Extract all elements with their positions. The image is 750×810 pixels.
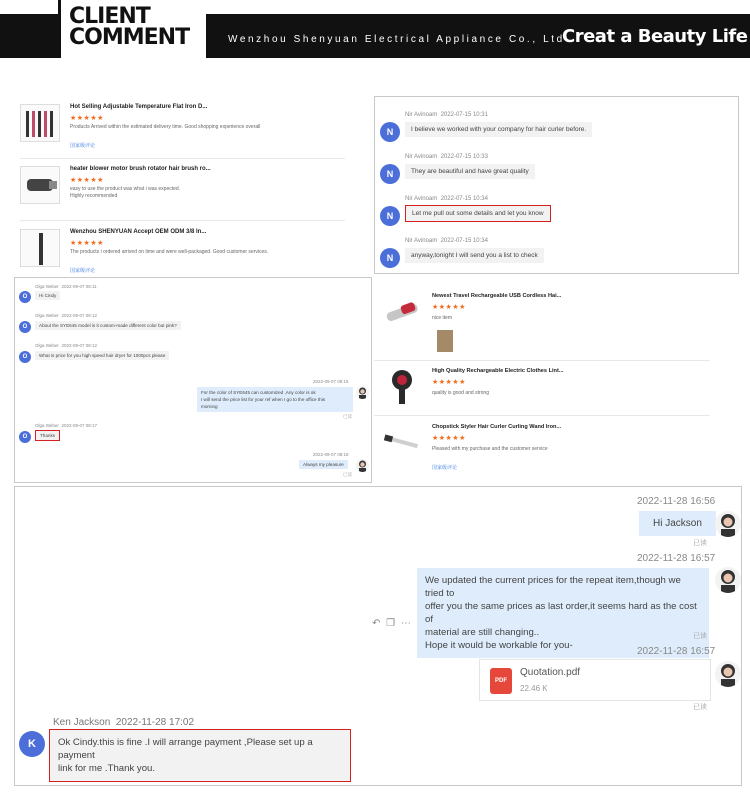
avatar[interactable] [356, 459, 369, 472]
product-title[interactable]: Wenzhou SHENYUAN Accept OEM ODM 3/8 In... [70, 229, 207, 235]
read-status: 已读 [693, 540, 707, 547]
user-photo-icon [715, 661, 741, 687]
user-photo-icon [356, 386, 369, 399]
message-bubble-highlighted: Thanks [35, 430, 60, 441]
avatar[interactable]: O [19, 291, 31, 303]
message-bubble: Hi Cindy [35, 291, 60, 300]
avatar[interactable]: N [380, 206, 400, 226]
avatar[interactable] [356, 386, 369, 399]
curling-wand-icon [382, 422, 422, 462]
file-attachment[interactable] [479, 659, 711, 701]
curling-wand-icon [21, 230, 61, 268]
hair-dryer-icon [382, 366, 422, 406]
product-thumbnail [382, 292, 422, 332]
message-bubble-highlighted: Ok Cindy.this is fine .I will arrange payment ,Please set up a payment link for me .Thank you. [49, 729, 351, 782]
message-time: 2022-11-28 16:56 [637, 496, 716, 507]
message-meta: Ken Jackson 2022-11-28 17:02 [53, 717, 195, 728]
avatar[interactable]: N [380, 248, 400, 268]
product-thumbnail [382, 422, 422, 462]
product-title[interactable]: heater blower motor brush rotator hair brush ro... [70, 166, 211, 172]
message-actions [372, 618, 411, 629]
rating-stars: ★★★★★ [70, 240, 104, 247]
review-text: Products Arrived within the estimated delivery time. Good shopping experience overall [70, 124, 261, 130]
divider [20, 158, 345, 159]
more-icon[interactable]: ⋯ [400, 618, 411, 629]
avatar[interactable] [715, 661, 741, 687]
message-bubble: They are beautiful and have great quality [405, 164, 535, 179]
rating-stars: ★★★★★ [432, 304, 466, 311]
message-bubble: I believe we worked with your company for hair curler before. [405, 122, 592, 137]
rating-stars: ★★★★★ [70, 115, 104, 122]
file-size: 22.46 K [520, 684, 548, 693]
message-bubble: What is price for you high speed hair dryer for 1000pcs please [35, 351, 169, 360]
message-time: 2022-09-07 08:18 [313, 452, 349, 457]
review-item[interactable] [20, 104, 345, 159]
review-link[interactable]: 国家级评论 [70, 143, 96, 149]
rating-stars: ★★★★★ [432, 435, 466, 442]
reply-icon[interactable]: ↶ [372, 618, 381, 629]
review-item[interactable] [20, 166, 345, 216]
pdf-file-icon: PDF [490, 668, 512, 694]
message-time: 2022-11-28 16:57 [637, 646, 716, 657]
product-thumbnail [20, 229, 60, 267]
message-meta: Olga Weber 2022-09-07 08:12 [35, 343, 97, 348]
product-title[interactable]: High Quality Rechargeable Electric Clothes Lint... [432, 368, 564, 374]
cordless-curler-icon [382, 292, 422, 332]
product-thumbnail [20, 166, 60, 204]
reviews-panel-top [12, 96, 352, 276]
read-status: 已读 [343, 414, 352, 419]
file-name[interactable]: Quotation.pdf [520, 667, 581, 678]
review-text: nice item [432, 315, 453, 321]
user-photo-icon [715, 567, 741, 593]
review-text: The products i ordered arrived on time and were well-packaged. Good customer services. [70, 249, 269, 255]
avatar[interactable]: O [19, 431, 31, 443]
avatar[interactable]: O [19, 321, 31, 333]
message-bubble-highlighted: Let me pull out some details and let you know [405, 205, 551, 222]
message-bubble-own: For the color of SYE645 can customized ,Any color is ok I will send the price list for your ref when I go to the office this morning [197, 387, 353, 412]
avatar[interactable]: O [19, 351, 31, 363]
review-link[interactable]: 国家级评论 [432, 465, 458, 471]
message-meta: Nir Avinoam 2022-07-15 10:34 [405, 238, 488, 244]
product-thumbnail [382, 366, 422, 406]
slogan: Creat a Beauty Life [562, 26, 748, 47]
product-title[interactable]: Hot Selling Adjustable Temperature Flat Iron D... [70, 104, 208, 110]
chat-panel-ken [14, 486, 742, 786]
review-text: easy to use the product was what i was expected. [70, 186, 181, 192]
message-meta: Olga Weber 2022-09-07 08:11 [35, 284, 97, 289]
company-name: Wenzhou Shenyuan Electrical Appliance Co., Ltd [228, 34, 565, 45]
user-photo-icon [356, 459, 369, 472]
review-photo[interactable] [437, 330, 453, 352]
divider [20, 220, 345, 221]
review-item[interactable] [20, 229, 345, 275]
avatar[interactable] [715, 511, 741, 537]
product-title[interactable]: Newest Travel Rechargeable USB Cordless Hai... [432, 293, 562, 299]
chat-panel-nir [374, 96, 739, 274]
message-bubble: anyway,tonight I will send you a list to check [405, 248, 544, 263]
avatar[interactable]: N [380, 122, 400, 142]
message-meta: Nir Avinoam 2022-07-15 10:34 [405, 196, 488, 202]
hair-brush-icon [21, 167, 61, 205]
read-status: 已读 [343, 472, 352, 477]
message-meta: Olga Weber 2022-09-07 08:12 [35, 313, 97, 318]
flat-iron-set-icon [21, 105, 61, 143]
avatar[interactable] [715, 567, 741, 593]
rating-stars: ★★★★★ [70, 177, 104, 184]
user-photo-icon [715, 511, 741, 537]
read-status: 已读 [693, 633, 707, 640]
message-bubble: About the SYE645 model is it custom-made different color but pink? [35, 321, 181, 330]
read-status: 已读 [693, 704, 707, 711]
review-link[interactable]: 国家级评论 [70, 268, 96, 274]
message-bubble-own: We updated the current prices for the repeat item,though we tried to offer you the same prices as last order,it seems hard as the cost of material are still changing.. Hope it would be workable for you- [417, 568, 709, 658]
message-meta: Olga Weber 2022-09-07 08:17 [35, 423, 97, 428]
message-bubble-own: Hi Jackson [639, 511, 716, 536]
reviews-panel-right [374, 282, 716, 482]
message-time: 2022-09-07 08:15 [313, 379, 349, 384]
review-text: Highly recommended [70, 193, 118, 199]
quote-icon[interactable]: ❐ [386, 618, 396, 629]
review-text: Pleased with my purchase and the customer service [432, 446, 548, 452]
header-title-box [58, 0, 206, 58]
avatar[interactable]: N [380, 164, 400, 184]
product-title[interactable]: Chopstick Styler Hair Curler Curling Wand Iron... [432, 424, 562, 430]
chat-panel-olga [14, 277, 372, 483]
message-meta: Nir Avinoam 2022-07-15 10:31 [405, 112, 488, 118]
message-meta: Nir Avinoam 2022-07-15 10:33 [405, 154, 488, 160]
avatar[interactable]: K [19, 731, 45, 757]
product-thumbnail [20, 104, 60, 142]
message-bubble-own: Always my pleasure [299, 460, 348, 469]
divider [374, 360, 710, 361]
message-time: 2022-11-28 16:57 [637, 553, 716, 564]
rating-stars: ★★★★★ [432, 379, 466, 386]
review-text: quality is good and strong [432, 390, 489, 396]
page-title: CLIENT COMMENT [69, 4, 190, 50]
divider [374, 415, 710, 416]
